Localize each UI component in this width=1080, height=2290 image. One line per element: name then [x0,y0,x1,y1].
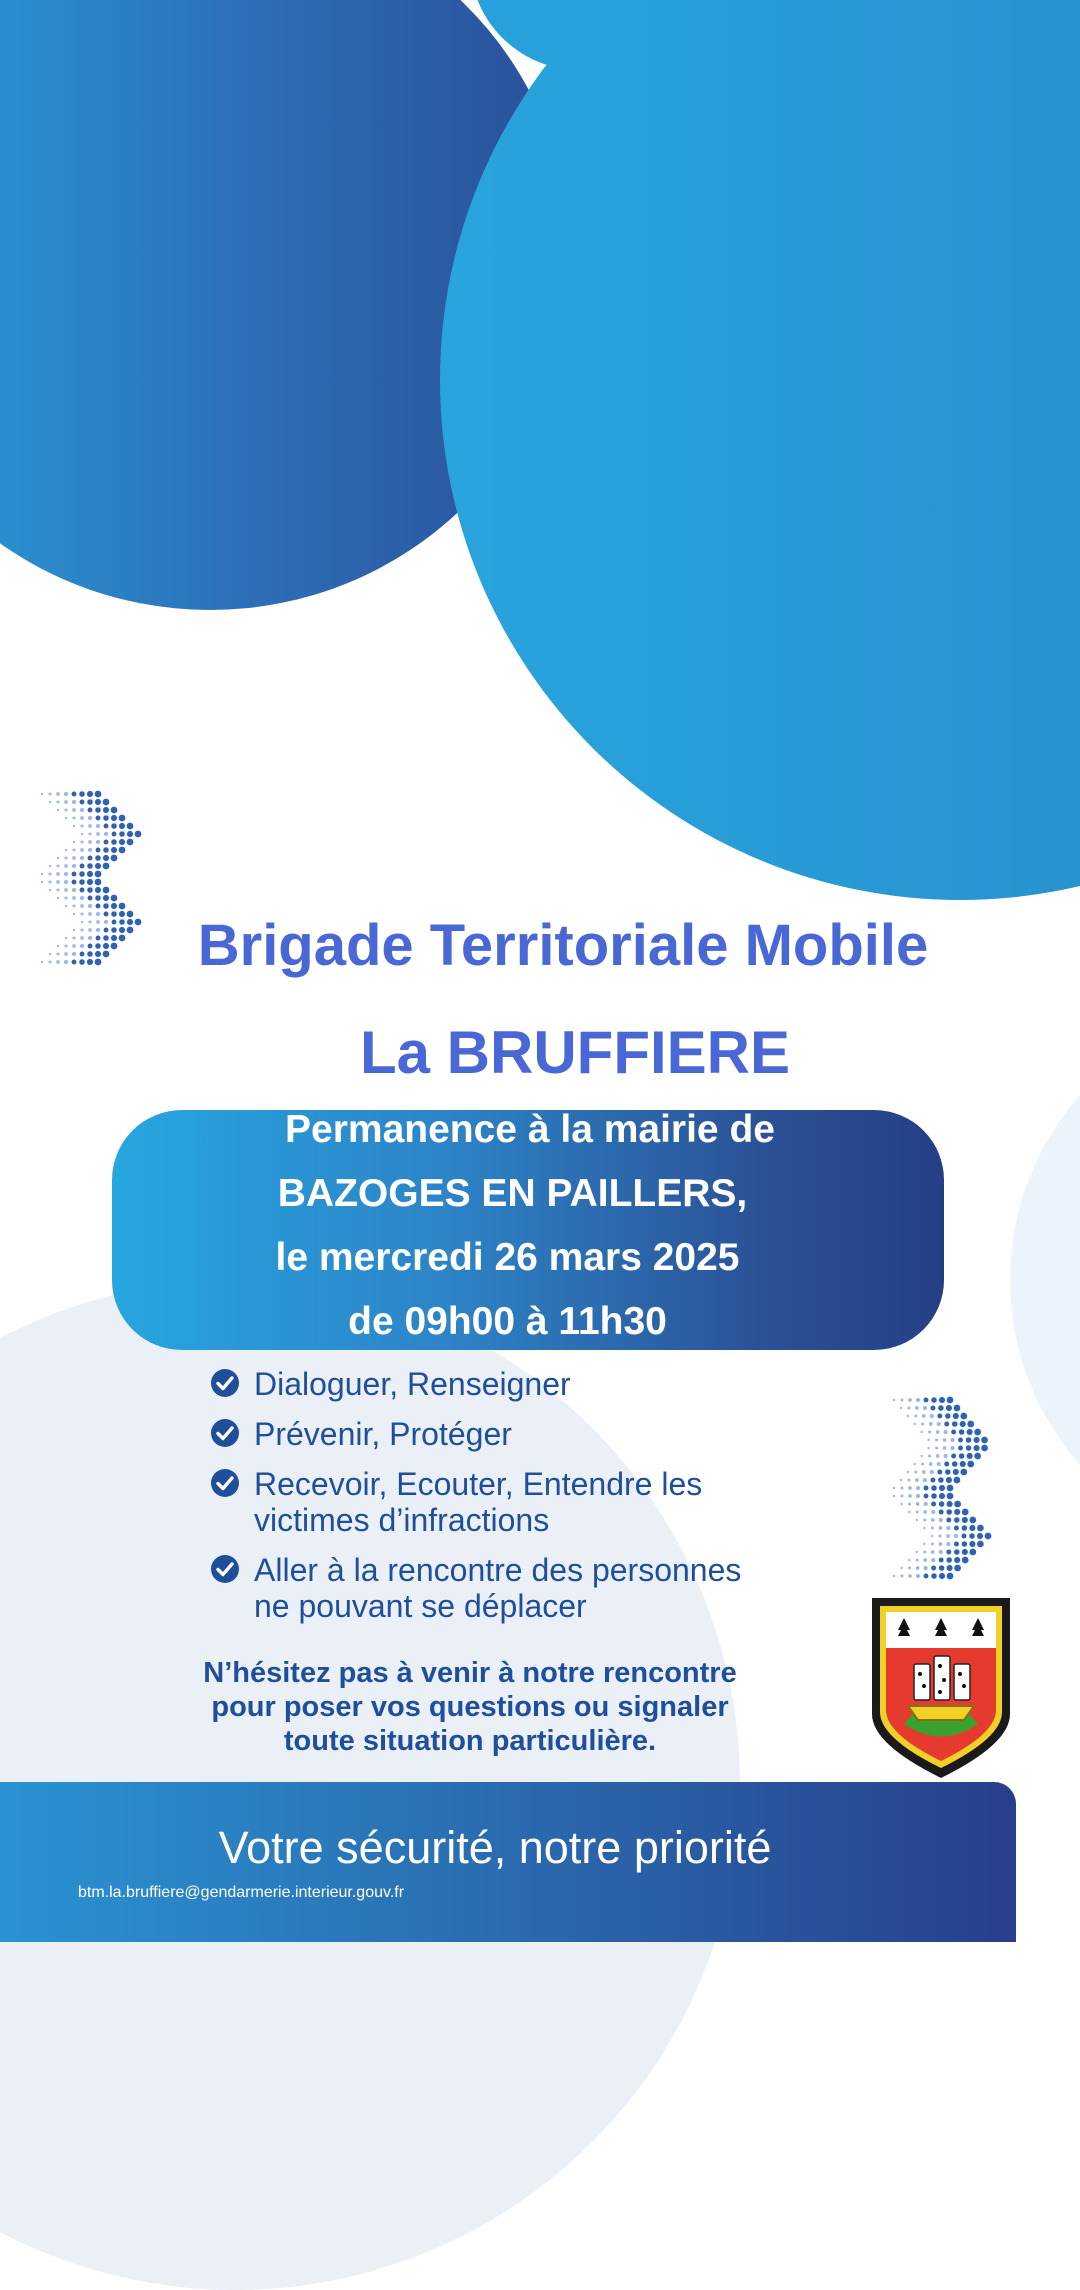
cta-line: pour poser vos questions ou signaler [211,1691,729,1723]
check-circle-icon [210,1468,240,1498]
cta-line: N’hésitez pas à venir à notre rencontre [203,1657,737,1689]
background-circle-right [440,0,1080,900]
banner-line-town: BAZOGES EN PAILLERS, [277,1172,748,1215]
list-item-text [254,1416,854,1452]
list-item-line: Recevoir, Ecouter, Entendre les [254,1466,703,1502]
list-item-text [254,1366,854,1402]
check-circle-icon [210,1418,240,1448]
cta-line: toute situation particulière. [283,1725,657,1757]
contact-email: btm.la.bruffiere@gendarmerie.interieur.gouv.fr [78,1884,405,1901]
banner-line-date: le mercredi 26 mars 2025 [275,1236,740,1279]
check-circle-icon [210,1554,240,1584]
list-item-text [254,1466,854,1538]
list-item-line: victimes d’infractions [254,1502,550,1538]
footer-slogan: Votre sécurité, notre priorité [218,1822,772,1873]
banner-line-permanence: Permanence à la mairie de [285,1108,775,1151]
coat-of-arms-icon [868,1594,1014,1780]
title-brigade: Brigade Territoriale Mobile [197,913,929,978]
list-item-line: ne pouvant se déplacer [254,1588,587,1624]
list-item-line: Aller à la rencontre des personnes [254,1552,742,1588]
list-item-line: Dialoguer, Renseigner [254,1366,571,1402]
chevron-pattern-icon [892,1396,1022,1586]
banner-line-time: de 09h00 à 11h30 [348,1300,667,1343]
title-location: La BRUFFIERE [359,1019,791,1086]
list-item-text [254,1552,854,1624]
list-item-line: Prévenir, Protéger [254,1416,512,1452]
check-circle-icon [210,1368,240,1398]
